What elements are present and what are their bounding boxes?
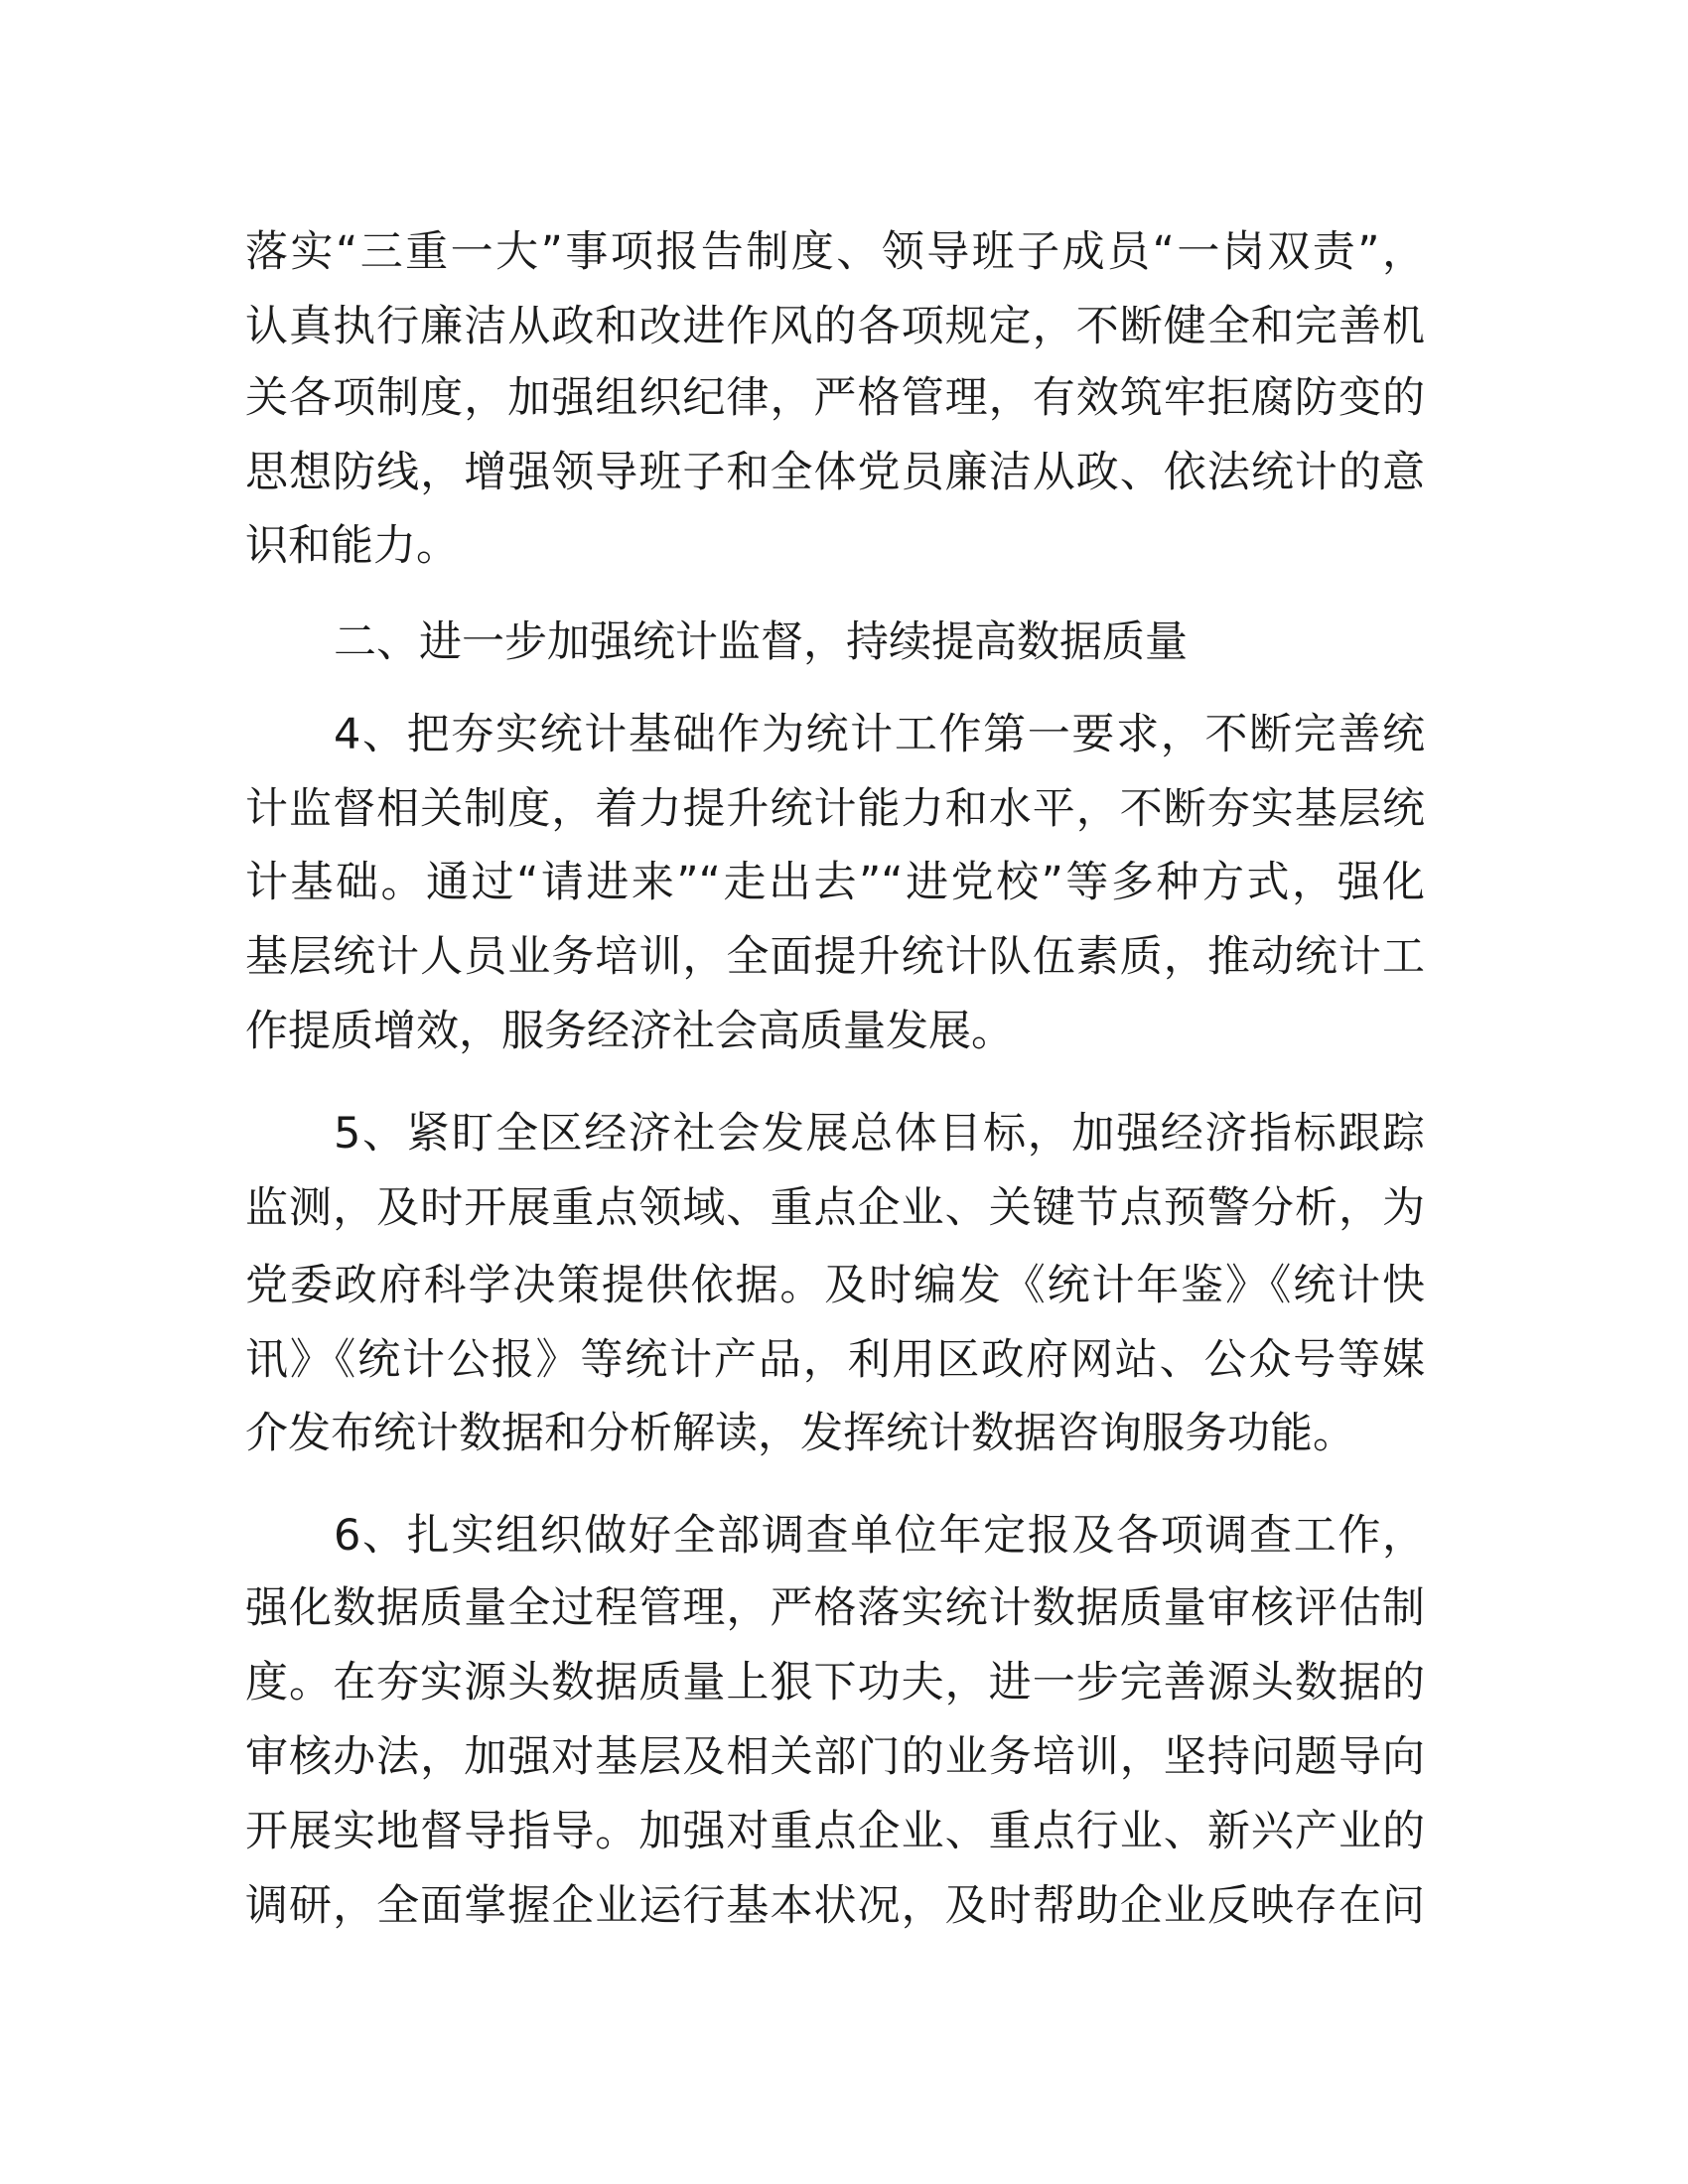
- text-line: 基层统计人员业务培训，全面提升统计队伍素质，推动统计工: [245, 932, 1425, 982]
- section-heading: 二、进一步加强统计监督，持续提高数据质量: [334, 617, 1188, 667]
- text-line: 5、紧盯全区经济社会发展总体目标，加强经济指标跟踪: [334, 1109, 1425, 1159]
- text-line: 党委政府科学决策提供依据。及时编发《统计年鉴》《统计快: [245, 1261, 1425, 1310]
- text-line: 讯》《统计公报》等统计产品，利用区政府网站、公众号等媒: [245, 1335, 1425, 1385]
- text-line: 调研，全面掌握企业运行基本状况，及时帮助企业反映存在问: [245, 1881, 1425, 1931]
- text-line: 开展实地督导指导。加强对重点企业、重点行业、新兴产业的: [245, 1807, 1425, 1856]
- text-line: 关各项制度，加强组织纪律，严格管理，有效筑牢拒腐防变的: [245, 373, 1425, 423]
- text-line: 作提质增效，服务经济社会高质量发展。: [245, 1007, 1014, 1056]
- text-line: 认真执行廉洁从政和改进作风的各项规定，不断健全和完善机: [245, 302, 1425, 351]
- text-line: 计监督相关制度，着力提升统计能力和水平，不断夯实基层统: [245, 784, 1425, 834]
- text-line: 度。在夯实源头数据质量上狠下功夫，进一步完善源头数据的: [245, 1658, 1425, 1707]
- text-line: 计基础。通过“请进来”“走出去”“进党校”等多种方式，强化: [245, 858, 1425, 907]
- text-line: 介发布统计数据和分析解读，发挥统计数据咨询服务功能。: [245, 1409, 1355, 1458]
- text-line: 审核办法，加强对基层及相关部门的业务培训，坚持问题导向: [245, 1732, 1425, 1782]
- text-line: 强化数据质量全过程管理，严格落实统计数据质量审核评估制: [245, 1583, 1425, 1633]
- text-line: 落实“三重一大”事项报告制度、领导班子成员“一岗双责”，: [245, 227, 1425, 277]
- text-line: 6、扎实组织做好全部调查单位年定报及各项调查工作，: [334, 1511, 1425, 1561]
- text-line: 4、把夯实统计基础作为统计工作第一要求，不断完善统: [334, 710, 1425, 759]
- text-line: 监测，及时开展重点领域、重点企业、关键节点预警分析，为: [245, 1183, 1425, 1233]
- text-line: 思想防线，增强领导班子和全体党员廉洁从政、依法统计的意: [245, 448, 1425, 497]
- text-line: 识和能力。: [245, 521, 459, 571]
